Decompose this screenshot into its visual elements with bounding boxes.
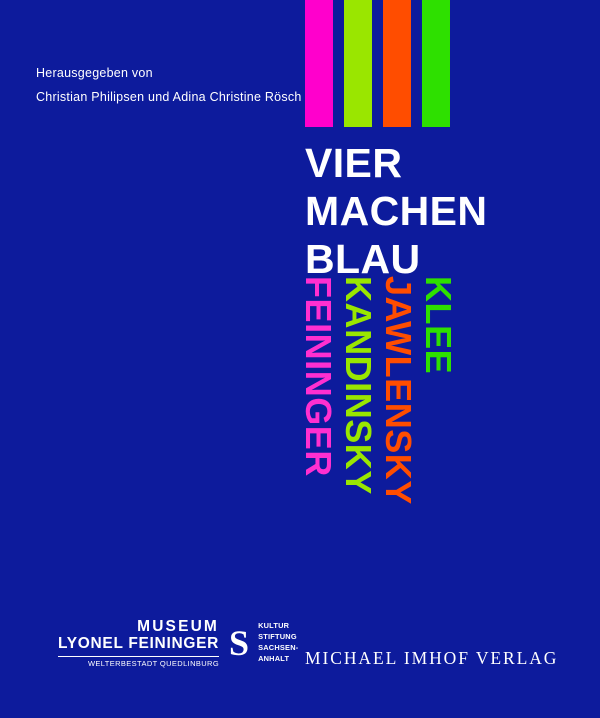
title-line-2: MACHEN <box>305 187 488 234</box>
museum-logo <box>58 618 298 668</box>
museum-monogram-icon: S <box>229 622 250 663</box>
credit-line-1: Herausgegeben von <box>36 66 153 80</box>
foundation-line-2: STIFTUNG <box>258 632 297 642</box>
foundation-logo-text <box>258 621 298 664</box>
title-line-3: BLAU <box>305 235 421 282</box>
publisher-name: MICHAEL IMHOF VERLAG <box>305 648 559 668</box>
foundation-line-1: KULTUR <box>258 621 290 631</box>
color-bars <box>305 0 450 127</box>
orange-bar <box>383 0 411 127</box>
museum-logo-line-2: LYONEL FEININGER <box>58 635 220 653</box>
magenta-bar <box>305 0 333 127</box>
green-bar <box>344 0 372 127</box>
title-line-1: VIER <box>305 140 403 186</box>
artist-names <box>298 276 459 505</box>
lime-bar <box>422 0 450 127</box>
artist-name-kandinsky: KANDINSKY <box>338 276 379 495</box>
foundation-line-4: ANHALT <box>258 653 290 663</box>
artist-name-jawlensky: JAWLENSKY <box>378 276 419 505</box>
cover-title <box>305 140 487 284</box>
credit-line-2: Christian Philipsen und Adina Christine Rösch <box>36 89 302 104</box>
artist-name-feininger: FEININGER <box>298 276 339 477</box>
museum-logo-line-3: WELTERBESTADT QUEDLINBURG <box>58 656 219 668</box>
museum-logo-text <box>58 618 219 668</box>
artist-name-klee: KLEE <box>418 276 459 375</box>
foundation-line-3: SACHSEN- <box>258 642 299 652</box>
museum-logo-line-1: MUSEUM <box>137 618 220 635</box>
editor-credit <box>36 62 302 110</box>
